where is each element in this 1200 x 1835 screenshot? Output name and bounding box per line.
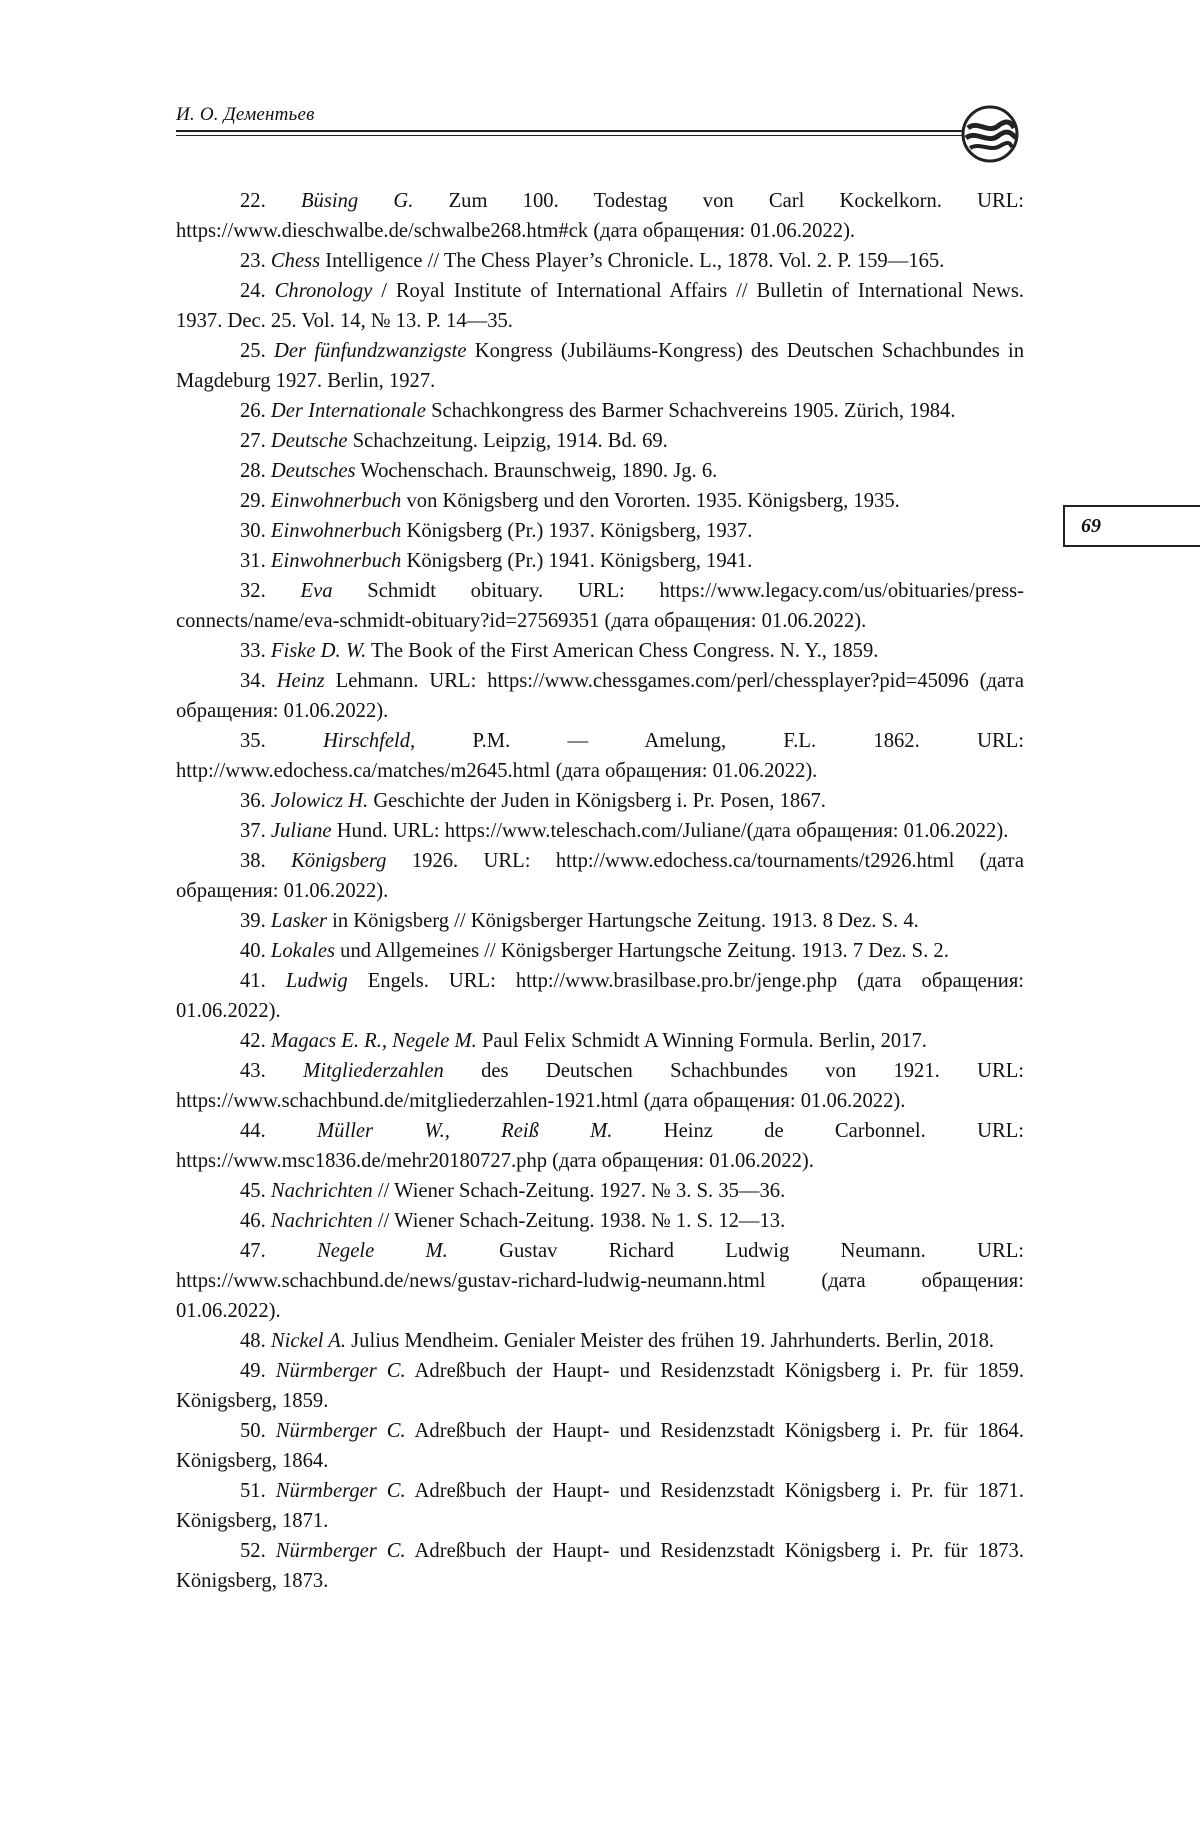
reference-italic-lead: Büsing G. (300, 190, 414, 212)
reference-item (176, 816, 1024, 846)
reference-text: Schmidt obituary. URL: https://www.legacy.com/us/obituaries/press-connects/name/eva-schmidt-obituary?id=27569351 (дата обращения: 01.06.2022). (176, 580, 1024, 632)
reference-italic-lead: Nachrichten (270, 1210, 373, 1232)
reference-text: des Deutschen Schachbundes von 1921. URL: https://www.schachbund.de/mitgliederzahlen-1921.html (дата обращения: 01.06.2022). (176, 1060, 1025, 1112)
reference-number: 40. (240, 940, 266, 962)
reference-italic-lead: Nürmberger C. (275, 1360, 406, 1382)
reference-number: 49. (240, 1360, 266, 1382)
reference-italic-lead: Müller W., Reiß M. (317, 1120, 613, 1142)
reference-number: 43. (240, 1060, 266, 1082)
reference-text: Schachzeitung. Leipzig, 1914. Bd. 69. (352, 430, 668, 452)
reference-text: // Wiener Schach-Zeitung. 1927. № 3. S. 35—36. (377, 1180, 786, 1202)
reference-italic-lead: Juliane (270, 820, 332, 842)
reference-item (176, 276, 1024, 336)
reference-number: 41. (240, 970, 266, 992)
reference-item (176, 456, 1024, 486)
reference-text: Gustav Richard Ludwig Neumann. URL: https://www.schachbund.de/news/gustav-richard-ludwig-neumann.html (дата обращения: 01.06.2022). (176, 1240, 1024, 1322)
reference-italic-lead: Nürmberger C. (275, 1480, 406, 1502)
reference-item (176, 1536, 1024, 1596)
reference-number: 45. (240, 1180, 266, 1202)
reference-number: 39. (240, 910, 266, 932)
reference-italic-lead: Jolowicz H. (270, 790, 369, 812)
reference-italic-lead: Chronology (274, 280, 373, 302)
reference-item (176, 1236, 1024, 1326)
reference-item (176, 396, 1024, 426)
reference-italic-lead: Chess (270, 250, 321, 272)
reference-number: 28. (240, 460, 266, 482)
reference-item (176, 1476, 1024, 1536)
reference-italic-lead: Deutsches (270, 460, 356, 482)
reference-item (176, 726, 1024, 786)
reference-item (176, 1416, 1024, 1476)
reference-number: 26. (240, 400, 266, 422)
reference-number: 50. (240, 1420, 266, 1442)
reference-text: Hund. URL: https://www.teleschach.com/Juliane/(дата обращения: 01.06.2022). (336, 820, 1009, 842)
reference-text: Geschichte der Juden in Königsberg i. Pr. Posen, 1867. (373, 790, 826, 812)
reference-italic-lead: Nürmberger C. (275, 1420, 406, 1442)
reference-item (176, 1116, 1024, 1176)
reference-text: Wochenschach. Braunschweig, 1890. Jg. 6. (360, 460, 718, 482)
reference-number: 30. (240, 520, 266, 542)
reference-item (176, 1356, 1024, 1416)
reference-number: 35. (240, 730, 266, 752)
reference-item (176, 936, 1024, 966)
reference-item (176, 426, 1024, 456)
reference-number: 32. (240, 580, 266, 602)
reference-number: 37. (240, 820, 266, 842)
reference-number: 46. (240, 1210, 266, 1232)
reference-item (176, 846, 1024, 906)
reference-text: Zum 100. Todestag von Carl Kockelkorn. URL: https://www.dieschwalbe.de/schwalbe268.htm#ck (дата обращения: 01.06.2022). (176, 190, 1025, 242)
reference-item (176, 336, 1024, 396)
reference-text: Engels. URL: http://www.brasilbase.pro.br/jenge.php (дата обращения: 01.06.2022). (176, 970, 1025, 1022)
reference-text: The Book of the First American Chess Congress. N. Y., 1859. (371, 640, 879, 662)
reference-italic-lead: Negele M. (317, 1240, 448, 1262)
reference-text: 1926. URL: http://www.edochess.ca/tournaments/t2926.html (дата обращения: 01.06.2022). (176, 850, 1024, 902)
reference-number: 23. (240, 250, 266, 272)
reference-italic-lead: Ludwig (285, 970, 348, 992)
reference-text: Adreßbuch der Haupt- und Residenzstadt Königsberg i. Pr. für 1873. Königsberg, 1873. (176, 1540, 1024, 1592)
reference-italic-lead: Der fünfundzwanzigste (274, 340, 467, 362)
reference-number: 34. (240, 670, 266, 692)
reference-item (176, 186, 1024, 246)
reference-item (176, 1176, 1024, 1206)
reference-text: von Königsberg und den Vororten. 1935. Königsberg, 1935. (406, 490, 900, 512)
reference-italic-lead: Deutsche (270, 430, 348, 452)
reference-text: Intelligence // The Chess Player’s Chronicle. L., 1878. Vol. 2. P. 159—165. (325, 250, 945, 272)
reference-italic-lead: Heinz (276, 670, 325, 692)
reference-number: 27. (240, 430, 266, 452)
reference-item (176, 546, 1024, 576)
reference-item (176, 246, 1024, 276)
reference-text: / Royal Institute of International Affairs // Bulletin of International News. 1937. Dec. 25. Vol. 14, № 13. P. 14—35. (176, 280, 1024, 332)
reference-item (176, 786, 1024, 816)
reference-item (176, 906, 1024, 936)
reference-number: 44. (240, 1120, 266, 1142)
reference-number: 48. (240, 1330, 266, 1352)
page-number-box (1063, 505, 1200, 547)
reference-italic-lead: Nachrichten (270, 1180, 373, 1202)
reference-italic-lead: Lokales (270, 940, 335, 962)
reference-item (176, 636, 1024, 666)
reference-italic-lead: Einwohnerbuch (270, 520, 402, 542)
journal-wave-logo-icon (960, 104, 1020, 164)
reference-text: Lehmann. URL: https://www.chessgames.com/perl/chessplayer?pid=45096 (дата обращения: 01.06.2022). (176, 670, 1024, 722)
reference-text: Adreßbuch der Haupt- und Residenzstadt Königsberg i. Pr. für 1864. Königsberg, 1864. (176, 1420, 1024, 1472)
reference-text: Julius Mendheim. Genialer Meister des frühen 19. Jahrhunderts. Berlin, 2018. (351, 1330, 995, 1352)
reference-number: 24. (240, 280, 266, 302)
reference-item (176, 1056, 1024, 1116)
reference-italic-lead: Nürmberger C. (275, 1540, 406, 1562)
reference-text: Adreßbuch der Haupt- und Residenzstadt Königsberg i. Pr. für 1859. Königsberg, 1859. (176, 1360, 1024, 1412)
reference-italic-lead: Der Internationale (270, 400, 426, 422)
reference-text: Schachkongress des Barmer Schachvereins 1905. Zürich, 1984. (431, 400, 956, 422)
reference-item (176, 666, 1024, 726)
reference-italic-lead: Fiske D. W. (270, 640, 367, 662)
reference-italic-lead: Hirschfeld, (323, 730, 416, 752)
reference-text: Kongress (Jubiläums-Kongress) des Deutschen Schachbundes in Magdeburg 1927. Berlin, 1927. (176, 340, 1025, 392)
reference-number: 52. (240, 1540, 266, 1562)
reference-number: 29. (240, 490, 266, 512)
reference-italic-lead: Lasker (270, 910, 327, 932)
reference-number: 42. (240, 1030, 266, 1052)
reference-number: 31. (240, 550, 266, 572)
reference-item (176, 1026, 1024, 1056)
reference-item (176, 576, 1024, 636)
reference-text: und Allgemeines // Königsberger Hartungsche Zeitung. 1913. 7 Dez. S. 2. (340, 940, 949, 962)
reference-italic-lead: Mitgliederzahlen (303, 1060, 444, 1082)
page-number: 69 (1081, 515, 1101, 537)
reference-number: 33. (240, 640, 266, 662)
reference-number: 22. (240, 190, 266, 212)
reference-number: 47. (240, 1240, 266, 1262)
reference-italic-lead: Einwohnerbuch (270, 550, 402, 572)
reference-text: Heinz de Carbonnel. URL: https://www.msc1836.de/mehr20180727.php (дата обращения: 01.06.2022). (176, 1120, 1024, 1172)
reference-number: 38. (240, 850, 266, 872)
reference-text: Paul Felix Schmidt A Winning Formula. Berlin, 2017. (481, 1030, 927, 1052)
reference-text: Königsberg (Pr.) 1941. Königsberg, 1941. (406, 550, 753, 572)
reference-item (176, 1326, 1024, 1356)
reference-text: P.M. — Amelung, F.L. 1862. URL: http://www.edochess.ca/matches/m2645.html (дата обращения: 01.06.2022). (176, 730, 1024, 782)
reference-item (176, 1206, 1024, 1236)
reference-italic-lead: Eva (300, 580, 333, 602)
reference-item (176, 486, 1024, 516)
reference-text: // Wiener Schach-Zeitung. 1938. № 1. S. 12—13. (377, 1210, 786, 1232)
reference-list (176, 186, 1024, 1596)
reference-number: 36. (240, 790, 266, 812)
header-rule (176, 130, 964, 136)
reference-text: in Königsberg // Königsberger Hartungsche Zeitung. 1913. 8 Dez. S. 4. (332, 910, 919, 932)
reference-italic-lead: Nickel A. (270, 1330, 347, 1352)
running-head-author: И. О. Дементьев (176, 104, 315, 125)
reference-number: 51. (240, 1480, 266, 1502)
reference-text: Königsberg (Pr.) 1937. Königsberg, 1937. (406, 520, 753, 542)
reference-item (176, 516, 1024, 546)
reference-italic-lead: Einwohnerbuch (270, 490, 402, 512)
reference-text: Adreßbuch der Haupt- und Residenzstadt Königsberg i. Pr. für 1871. Königsberg, 1871. (176, 1480, 1024, 1532)
reference-italic-lead: Magacs E. R., Negele M. (270, 1030, 477, 1052)
reference-number: 25. (240, 340, 266, 362)
reference-item (176, 966, 1024, 1026)
reference-italic-lead: Königsberg (291, 850, 387, 872)
